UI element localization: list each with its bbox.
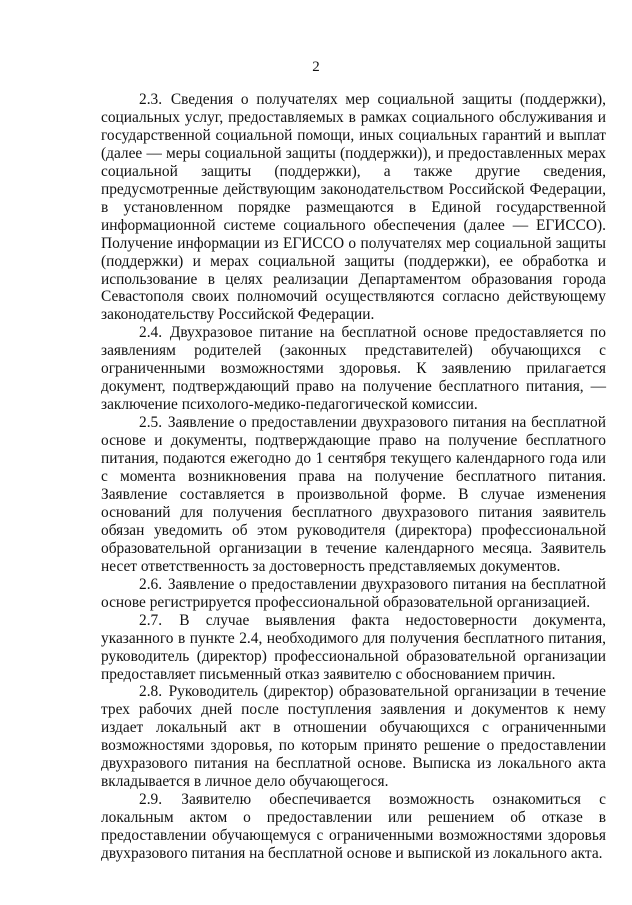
page-number: 2 (312, 59, 320, 75)
paragraph-2-7 (101, 612, 606, 684)
paragraph-2-5 (101, 414, 606, 576)
paragraph-number: 2.3. (139, 91, 163, 108)
paragraph-text: Двухразовое питание на бесплатной основе предоставляется по заявлениям родителей (законных представителей) обучающихся с ограниченными возможностями здоровья. К заявлению прилагается документ, подтверждающий право на получение бесплатного питания, — заключение психолого-медико-педагогической комиссии. (101, 324, 606, 414)
paragraph-text: В случае выявления факта недостоверности документа, указанного в пункте 2.4, необходимого для получения бесплатного питания, руководитель (директор) профессиональной образовательной организации предоставляет письменный отказ заявителю с обоснованием причин. (101, 611, 606, 683)
paragraph-number: 2.7. (139, 611, 163, 629)
paragraph-number: 2.4. (139, 324, 163, 342)
paragraph-text: Заявителю обеспечивается возможность ознакомиться с локальным актом о предоставлении или решением об отказе в предоставлении обучающемуся с ограниченными возможностями здоровья двухразового питания на бесплатной основе и выпиской из локального акта. (101, 791, 606, 863)
paragraph-text: Руководитель (директор) образовательной организации в течение трех рабочих дней после поступления заявления и документов к нему издает локальный акт в отношении обучающихся с ограниченными возможностями здоровья, по которым принято решение о предоставлении двухразового питания на бесплатной основе. Выписка из локального акта вкладывается в личное дело обучающегося. (101, 683, 606, 791)
paragraph-2-6 (101, 576, 606, 612)
paragraph-2-8 (101, 683, 606, 791)
paragraph-text: Заявление о предоставлении двухразового питания на бесплатной основе и документы, подтверждающие право на получение бесплатного питания, подаются ежегодно до 1 сентября текущего календарного года или с момента возникновения права на получение бесплатного питания. Заявление составляется в произвольной форме. В случае изменения оснований для получения бесплатного двухразового питания заявитель обязан уведомить об этом руководителя (директора) профессиональной образовательной организации в течение календарного месяца. Заявитель несет ответственность за достоверность представляемых документов. (101, 414, 606, 575)
paragraph-text: Сведения о получателях мер социальной защиты (поддержки), социальных услуг, предоставляемых в рамках социального обслуживания и государственной социальной помощи, иных социальных гарантий и выплат (далее — меры социальной защиты (поддержки)), и предоставленных мерах социальной защиты (поддержки), а также другие сведения, предусмотренные действующим законодательством Российской Федерации, в установленном порядке размещаются в Единой государственной информационной системе социального обеспечения (далее — ЕГИССО). Получение информации из ЕГИССО о получателях мер социальной защиты (поддержки) и мерах социальной защиты (поддержки), ее обработка и использование в целях реализации Департаментом образования города Севастополя своих полномочий осуществляются согласно действующему законодательству Российской Федерации. (101, 91, 606, 324)
paragraph-number: 2.6. (139, 575, 163, 593)
paragraph-number: 2.9. (139, 791, 163, 809)
paragraph-number: 2.5. (139, 414, 163, 432)
paragraph-2-3 (101, 91, 606, 324)
paragraph-text: Заявление о предоставлении двухразового питания на бесплатной основе регистрируется профессиональной образовательной организацией. (101, 575, 606, 611)
paragraph-2-4 (101, 324, 606, 414)
document-body (101, 91, 606, 863)
paragraph-2-9 (101, 791, 606, 863)
paragraph-number: 2.8. (139, 683, 163, 701)
